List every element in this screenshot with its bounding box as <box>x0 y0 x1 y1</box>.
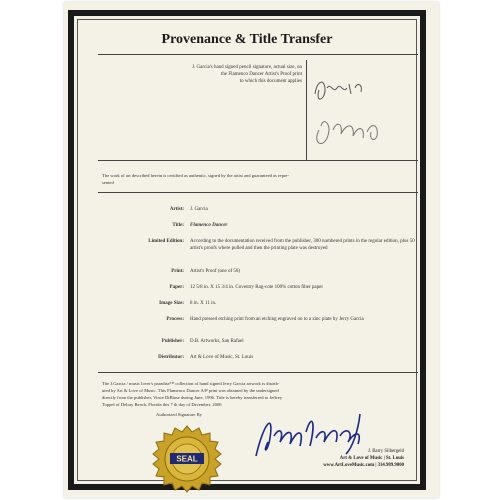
field-label: Title: <box>172 223 184 228</box>
certificate-border <box>68 10 426 490</box>
field-label: Distributor: <box>158 355 184 360</box>
issuer-company: Art & Love of Music | St. Louis <box>339 456 404 461</box>
artist-signature-box <box>306 60 419 160</box>
field-value: Artist's Proof (one of 50) <box>190 269 241 274</box>
field-label: Artist: <box>169 207 184 212</box>
paragraph-line: Toppel of Delray Beach, Florida this 7 th day of December, 2006 <box>102 402 222 407</box>
issuer-name: J. Barry Silbergeld <box>367 449 404 454</box>
signature-caption-line: the Flamenco Dancer Artist's Proof print <box>220 72 302 77</box>
title-rule <box>98 54 418 55</box>
field-value: Flamenco Dancer <box>190 223 228 228</box>
section-rule <box>98 160 418 161</box>
gold-seal <box>152 424 222 494</box>
statement-line: The work of art described herein is certified as authentic, signed by the artist and guaranteed as repre- <box>102 173 289 178</box>
paragraph-line: uted by Art & Love of Music. This Flamenco Dancer A/P print was obtained by the undersigned <box>102 388 279 393</box>
section-rule <box>98 192 418 193</box>
field-label: Publisher: <box>161 339 184 344</box>
paragraph-line: The J.Garcia / music lover's paradise™ collection of hand signed Jerry Garcia artwork is distrib- <box>102 381 280 386</box>
document-title: Provenance & Title Transfer <box>161 32 333 47</box>
field-label: Print: <box>171 269 184 274</box>
field-value: J. Garcia <box>190 207 208 212</box>
field-value: 12 5/8 in. X 15 3/4 in. Coventry Rag-cote 100% cotton fiber paper <box>190 285 324 290</box>
certificate-paper <box>64 2 439 498</box>
field-value: According to the documentation received from the publisher, 300 numbered prints in the regular edition, plus 50 artist's proofs where pulled and then the printing plate was destroyed <box>190 239 415 251</box>
issuer-block <box>264 448 404 469</box>
field-value: 8 in. X 11 in. <box>190 301 217 306</box>
section-rule <box>98 372 418 373</box>
signature-caption-line: J. Garcia's hand signed pencil signature, actual size, on <box>192 65 302 70</box>
issuer-contact: www.ArtLoveMusic.com | 314.989.9000 <box>323 463 404 468</box>
field-label: Process: <box>166 317 184 322</box>
authenticity-statement <box>102 172 412 186</box>
field-label: Paper: <box>169 285 184 290</box>
field-label: Image Size: <box>159 301 184 306</box>
field-label: Limited Edition: <box>148 239 184 244</box>
statement-line: sented <box>102 180 114 185</box>
field-value: D.B. Artworks, San Rafael <box>190 339 244 344</box>
field-value: Art & Love of Music, St. Louis <box>190 355 254 360</box>
artist-pencil-signature <box>307 60 419 160</box>
field-value: Hand pressed etching print from an etching engraved on to a zinc plate by Jerry Garcia <box>190 317 364 322</box>
seal-label: SEAL <box>176 454 198 464</box>
signature-caption-line: to which this document applies <box>239 79 302 84</box>
paragraph-line: directly from the publisher, Vince DiBiase during June, 1996. Title is hereby transferred to Jeffrey <box>102 395 283 400</box>
authorized-signature-label: Authorized Signature By <box>156 412 202 417</box>
signature-caption <box>134 64 302 85</box>
